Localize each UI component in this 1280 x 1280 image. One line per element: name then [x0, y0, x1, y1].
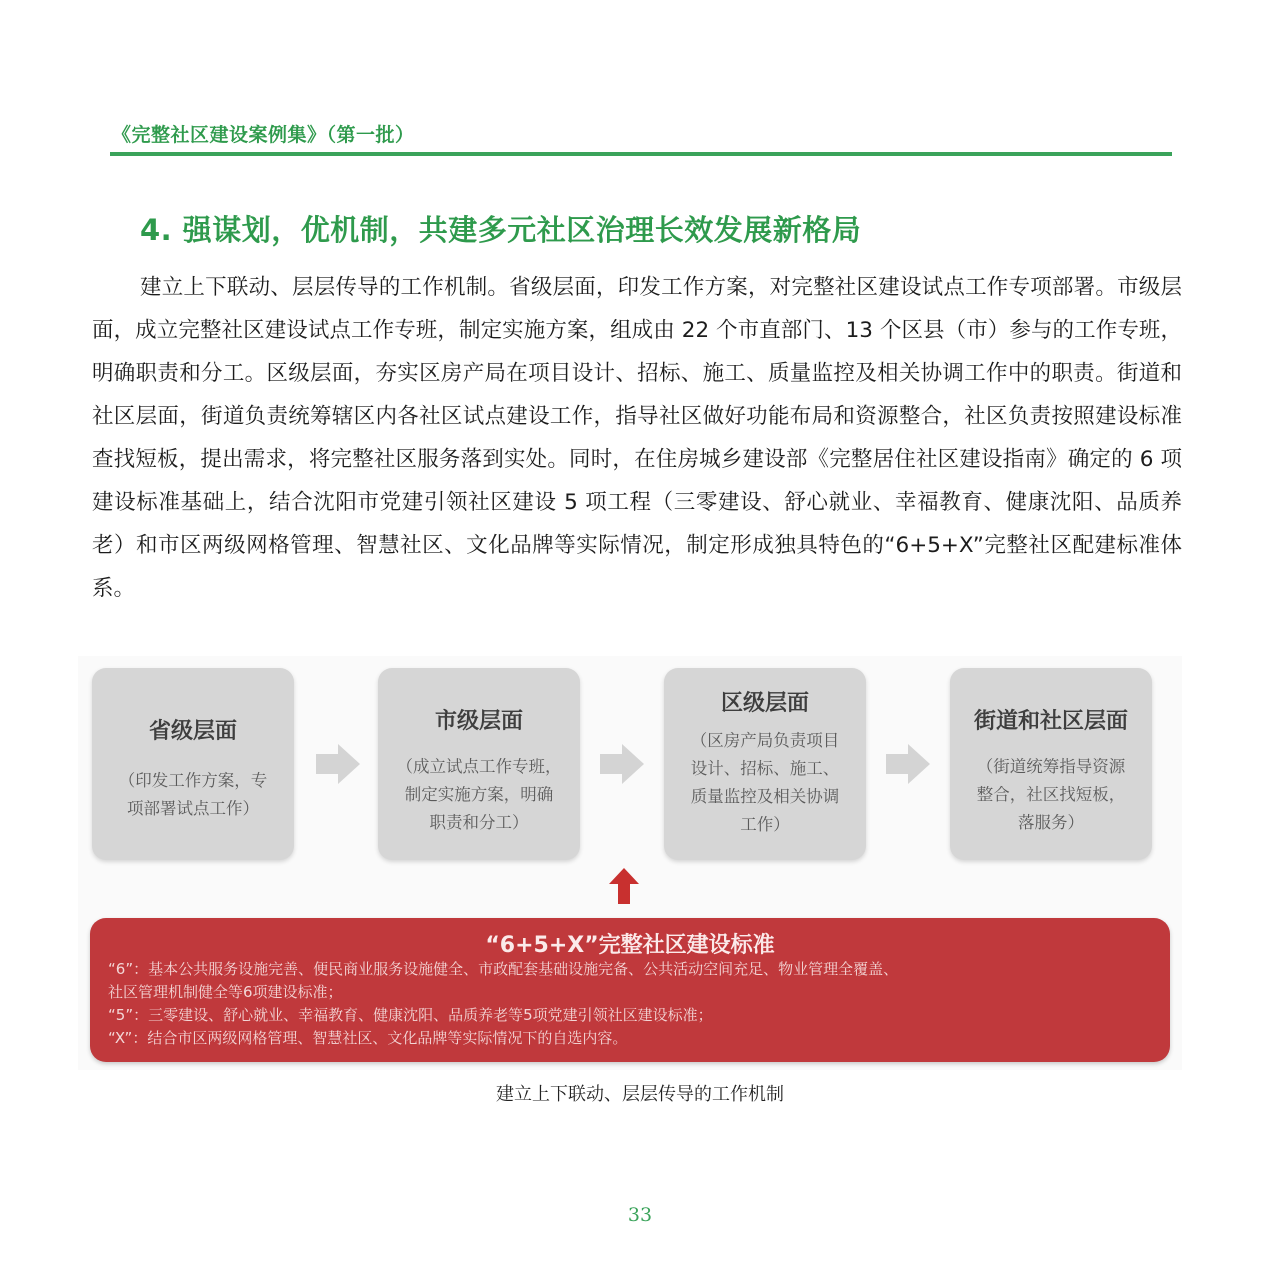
- level-box-street-community: [950, 668, 1152, 860]
- level-desc-line: 质量监控及相关协调: [690, 787, 840, 806]
- level-desc-line: 设计、招标、施工、: [690, 759, 840, 778]
- level-title: 市级层面: [434, 709, 523, 734]
- level-title: 街道和社区层面: [973, 709, 1128, 734]
- arrow-right-icon: [316, 744, 360, 784]
- level-title: 省级层面: [148, 719, 237, 744]
- level-box-city: [378, 668, 580, 860]
- level-desc-line: 项部署试点工作）: [127, 799, 259, 818]
- running-header: 《完整社区建设案例集》（第一批）: [112, 124, 415, 146]
- standard-line: “X”：结合市区两级网格管理、智慧社区、文化品牌等实际情况下的自选内容。: [108, 1029, 628, 1047]
- mechanism-diagram: [78, 656, 1182, 1070]
- level-desc-line: （街道统筹指导资源: [976, 757, 1126, 776]
- standard-line: 社区管理机制健全等6项建设标准；: [108, 983, 343, 1001]
- level-desc-line: 职责和分工）: [429, 813, 529, 832]
- standard-title: “6+5+X”完整社区建设标准: [485, 933, 775, 958]
- level-desc-line: （区房产局负责项目: [690, 731, 840, 750]
- standard-line: “6”：基本公共服务设施完善、便民商业服务设施健全、市政配套基础设施完备、公共活动空间充足、物业管理全覆盖、: [108, 960, 899, 978]
- level-desc-line: 工作）: [740, 815, 790, 834]
- standard-line: “5”：三零建设、舒心就业、幸福教育、健康沈阳、品质养老等5项党建引领社区建设标准；: [108, 1006, 713, 1024]
- level-desc-line: 整合，社区找短板，: [976, 785, 1126, 804]
- header-rule: [110, 152, 1172, 156]
- standard-box: [90, 918, 1170, 1062]
- arrow-right-icon: [600, 744, 644, 784]
- arrow-up-icon: [609, 868, 639, 904]
- level-title: 区级层面: [720, 691, 809, 716]
- arrow-right-icon: [886, 744, 930, 784]
- page-number: 33: [627, 1204, 653, 1226]
- standard-lines: [108, 958, 1158, 1050]
- level-box-district: [664, 668, 866, 860]
- level-desc-line: 落服务）: [1018, 813, 1084, 832]
- section-title: 4. 强谋划，优机制，共建多元社区治理长效发展新格局: [140, 213, 862, 247]
- level-desc-line: 制定实施方案，明确: [404, 785, 554, 804]
- level-box-provincial: [92, 668, 294, 860]
- body-paragraph: 建立上下联动、层层传导的工作机制。省级层面，印发工作方案，对完整社区建设试点工作专项部署。市级层面，成立完整社区建设试点工作专班，制定实施方案，组成由 22 个市直部门、13 个区县（市）参与的工作专班，明确职责和分工。区级层面，夯实区房产局在项目设计、招标、施工、质量监控及相关协调工作中的职责。街道和社区层面，街道负责统筹辖区内各社区试点建设工作，指导社区做好功能布局和资源整合，社区负责按照建设标准查找短板，提出需求，将完整社区服务落到实处。同时，在住房城乡建设部《完整居住社区建设指南》确定的 6 项建设标准基础上，结合沈阳市党建引领社区建设 5 项工程（三零建设、舒心就业、幸福教育、健康沈阳、品质养老）和市区两级网格管理、智慧社区、文化品牌等实际情况，制定形成独具特色的“6+5+X”完整社区配建标准体系。: [92, 275, 1182, 601]
- figure-caption: 建立上下联动、层层传导的工作机制: [496, 1084, 784, 1105]
- level-desc-line: （成立试点工作专班，: [396, 757, 562, 776]
- level-desc-line: （印发工作方案，专: [118, 771, 268, 790]
